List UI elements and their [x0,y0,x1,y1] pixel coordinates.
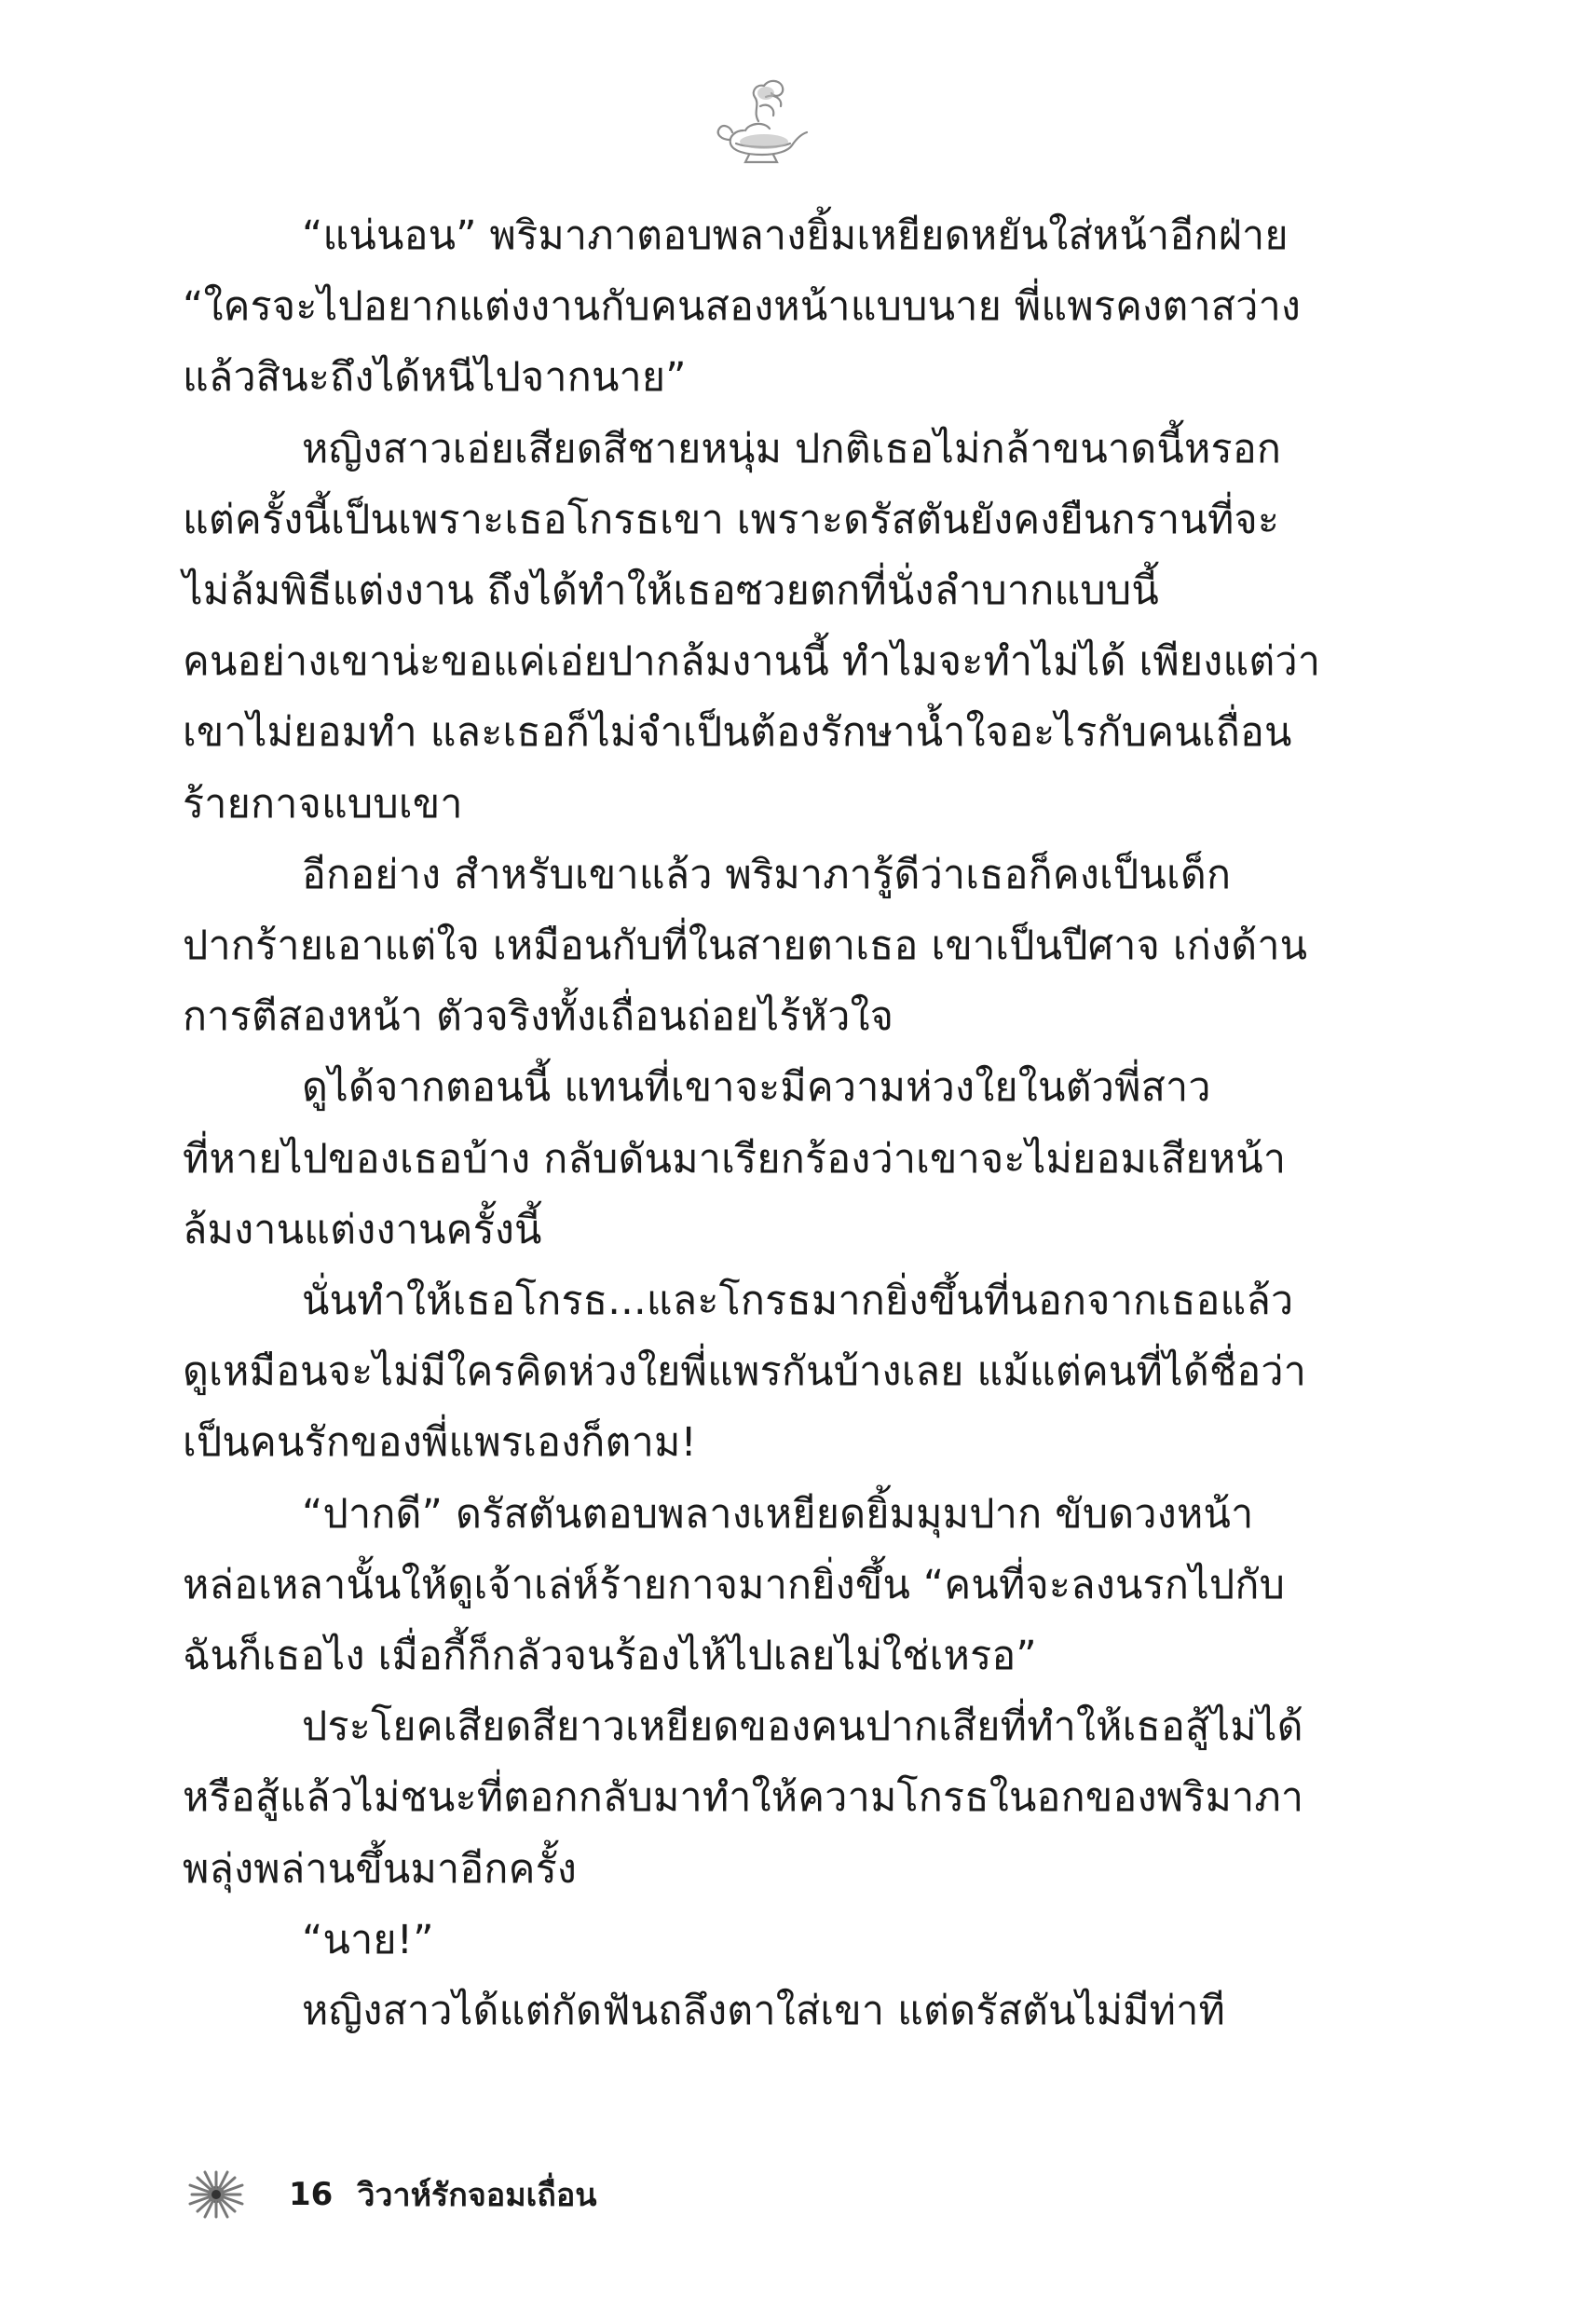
magic-lamp-icon [708,65,811,168]
paragraph: “นาย!” [302,1916,434,1963]
paragraph: “ปากดี” ดรัสตันตอบพลางเหยียดยิ้มมุมปาก ขับดวงหน้า หล่อเหลานั้นให้ดูเจ้าเล่ห์ร้ายกาจมากยิ่งขึ้น “คนที่จะลงนรกไปกับ ฉันก็เธอไง เมื่อกี้ก็กลัวจนร้องไห้ไปเลยไม่ใช่เหรอ” [183,1490,1286,1680]
flower-icon [186,2168,246,2221]
paragraph: นั่นทำให้เธอโกรธ...และโกรธมากยิ่งขึ้นที่นอกจากเธอแล้ว ดูเหมือนจะไม่มีใครคิดห่วงใยพี่แพรกันบ้างเลย แม้แต่คนที่ได้ชื่อว่า เป็นคนรักของพี่แพรเองก็ตาม! [183,1278,1307,1467]
page-number: 16 [289,2176,334,2213]
paragraph: ดูได้จากตอนนี้ แทนที่เขาจะมีความห่วงใยในตัวพี่สาว ที่หายไปของเธอบ้าง กลับดันมาเรียกร้องว่าเขาจะไม่ยอมเสียหน้า ล้มงานแต่งงานครั้งนี้ [183,1064,1287,1253]
paragraph: “แน่นอน” พริมาภาตอบพลางยิ้มเหยียดหยันใส่หน้าอีกฝ่าย “ใครจะไปอยากแต่งงานกับคนสองหน้าแบบนาย พี่แพรคงตาสว่าง แล้วสินะถึงได้หนีไปจากนาย” [183,212,1302,402]
paragraph: หญิงสาวเอ่ยเสียดสีชายหนุ่ม ปกติเธอไม่กล้าขนาดนี้หรอก แต่ครั้งนี้เป็นเพราะเธอโกรธเขา เพราะดรัสตันยังคงยืนกรานที่จะ ไม่ล้มพิธีแต่งงาน ถึงได้ทำให้เธอซวยตกที่นั่งลำบากแบบนี้ คนอย่างเขาน่ะขอแค่เอ่ยปากล้มงานนี้ ทำไมจะทำไม่ได้ เพียงแต่ว่า เขาไม่ยอมทำ และเธอก็ไม่จำเป็นต้องรักษาน้ำใจอะไรกับคนเถื่อน ร้ายกาจแบบเขา [183,425,1321,827]
paragraph: อีกอย่าง สำหรับเขาแล้ว พริมาภารู้ดีว่าเธอก็คงเป็นเด็ก ปากร้ายเอาแต่ใจ เหมือนกับที่ในสายตาเธอ เขาเป็นปีศาจ เก่งด้าน การตีสองหน้า ตัวจริงทั้งเถื่อนถ่อยไร้หัวใจ [183,851,1308,1041]
paragraph: ประโยคเสียดสียาวเหยียดของคนปากเสียที่ทำให้เธอสู้ไม่ได้ หรือสู้แล้วไม่ชนะที่ตอกกลับมาทำให้ความโกรธในอกของพริมาภา พลุ่งพล่านขึ้นมาอีกครั้ง [183,1703,1304,1893]
book-title: วิวาห์รักจอมเถื่อน [357,2177,597,2214]
paragraph: หญิงสาวได้แต่กัดฟันถลึงตาใส่เขา แต่ดรัสตันไม่มีท่าที [302,1988,1226,2035]
page-footer [186,2162,597,2227]
body-text [183,200,1338,2046]
